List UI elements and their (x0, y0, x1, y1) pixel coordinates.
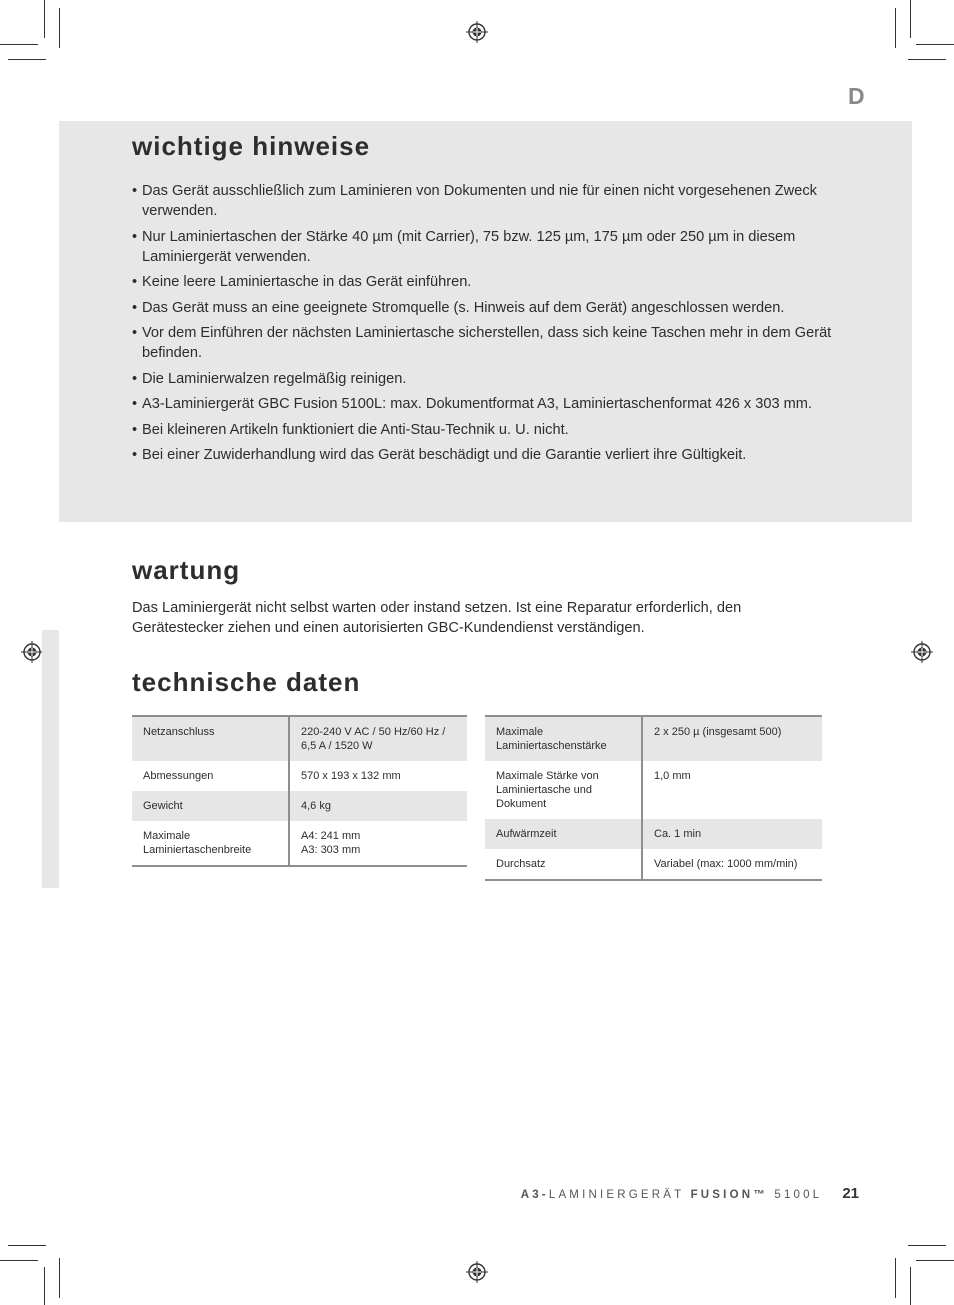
spec-label: Durchsatz (485, 849, 642, 880)
crop-mark (44, 0, 45, 38)
note-item: • Das Gerät ausschließlich zum Laminieren von Dokumenten und nie für einen nicht vorgesehenen Zweck verwenden. (132, 181, 832, 221)
footer-prefix: A3- (520, 1189, 549, 1201)
specs-table-left (132, 715, 467, 867)
spec-row (132, 821, 467, 866)
registration-mark-icon (466, 21, 488, 43)
crop-mark (8, 1245, 46, 1246)
spec-label: Maximale Laminiertaschenbreite (132, 821, 289, 866)
spec-row (132, 761, 467, 791)
spec-row (485, 716, 822, 761)
spec-label: Maximale Laminiertaschenstärke (485, 716, 642, 761)
spec-value: 220-240 V AC / 50 Hz/60 Hz / 6,5 A / 1520 W (289, 716, 467, 761)
registration-mark-icon (466, 1261, 488, 1283)
spec-row (132, 791, 467, 821)
specs-table-right (485, 715, 822, 881)
spec-row (485, 761, 822, 819)
spec-value: 570 x 193 x 132 mm (301, 770, 401, 782)
note-item: • Keine leere Laminiertasche in das Gerät einführen. (132, 272, 832, 292)
spec-label: Netzanschluss (132, 716, 289, 761)
registration-mark-icon (21, 641, 43, 663)
crop-mark (908, 1245, 946, 1246)
spec-value: 1,0 mm (654, 770, 691, 782)
note-item: • Nur Laminiertaschen der Stärke 40 µm (mit Carrier), 75 bzw. 125 µm, 175 µm oder 250 µm in diesem Laminiergerät verwenden. (132, 227, 832, 267)
spec-label: Maximale Stärke von Laminiertasche und Dokument (485, 761, 642, 819)
crop-mark (910, 0, 911, 38)
crop-mark (59, 8, 60, 48)
page-footer (521, 1185, 859, 1202)
registration-mark-icon (911, 641, 933, 663)
note-item: • Vor dem Einführen der nächsten Laminiertasche sicherstellen, dass sich keine Taschen mehr in dem Gerät befinden. (132, 323, 832, 363)
crop-mark (916, 44, 954, 45)
spec-value: Variabel (max: 1000 mm/min) (654, 858, 798, 870)
note-item: • Bei einer Zuwiderhandlung wird das Gerät beschädigt und die Garantie verliert ihre Gültigkeit. (132, 445, 832, 465)
crop-mark (908, 59, 946, 60)
spec-value: 4,6 kg (289, 791, 467, 821)
page-number: 21 (842, 1185, 859, 1202)
footer-model-text: LAMINIERGERÄT (548, 1189, 685, 1201)
language-marker: D (848, 83, 865, 109)
notes-list (132, 181, 832, 471)
maintenance-heading: wartung (132, 555, 241, 585)
crop-mark (8, 59, 46, 60)
crop-mark (895, 1258, 896, 1298)
spec-row (485, 819, 822, 849)
crop-mark (910, 1267, 911, 1305)
spec-label: Gewicht (132, 791, 289, 821)
note-item: • Bei kleineren Artikeln funktioniert die Anti-Stau-Technik u. U. nicht. (132, 420, 832, 440)
spec-value: 2 x 250 µ (insgesamt 500) (642, 716, 822, 761)
spec-value: A4: 241 mm A3: 303 mm (301, 830, 361, 856)
crop-mark (895, 8, 896, 48)
spec-row (485, 849, 822, 880)
spec-label: Aufwärmzeit (485, 819, 642, 849)
note-item: • A3-Laminiergerät GBC Fusion 5100L: max. Dokumentformat A3, Laminiertaschenformat 426 x 303 mm. (132, 394, 832, 414)
spec-label: Abmessungen (132, 761, 289, 791)
spec-value: Ca. 1 min (642, 819, 822, 849)
crop-mark (59, 1258, 60, 1298)
note-item: • Das Gerät muss an eine geeignete Stromquelle (s. Hinweis auf dem Gerät) angeschlossen werden. (132, 298, 832, 318)
specs-heading: technische daten (132, 667, 361, 697)
side-bar (42, 630, 59, 888)
maintenance-text: Das Laminiergerät nicht selbst warten oder instand setzen. Ist eine Reparatur erforderlich, den Gerätestecker ziehen und einen autorisierten GBC-Kundendienst verständigen. (132, 600, 742, 636)
crop-mark (44, 1267, 45, 1305)
crop-mark (0, 1260, 38, 1261)
notes-heading: wichtige hinweise (132, 131, 371, 161)
note-item: • Die Laminierwalzen regelmäßig reinigen. (132, 369, 832, 389)
crop-mark (916, 1260, 954, 1261)
spec-row (132, 716, 467, 761)
crop-mark (0, 44, 38, 45)
footer-brand: FUSION™ (690, 1189, 768, 1201)
footer-model-number: 5100L (774, 1189, 822, 1201)
